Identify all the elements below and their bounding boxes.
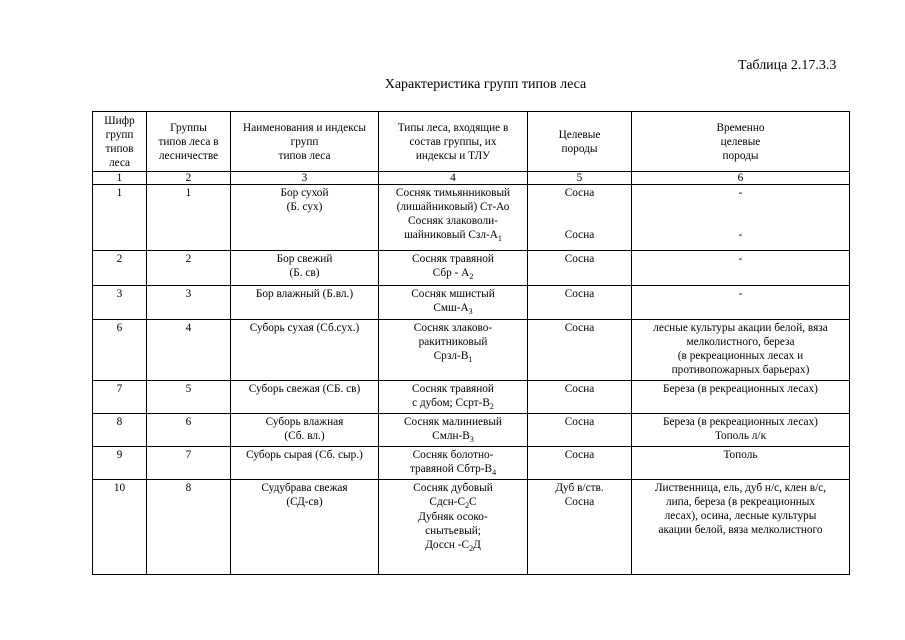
cell-temp: Тополь: [632, 447, 850, 480]
cell-target: Сосна: [528, 286, 632, 320]
cell-group: 4: [147, 320, 231, 381]
cell-target: Сосна: [528, 251, 632, 286]
cell-target: Дуб в/ств. Сосна: [528, 480, 632, 575]
cell-types: Сосняк малиниевый Смлн-$В_3$: [379, 414, 528, 447]
table-row: [93, 320, 850, 381]
column-header-target: Целевые породы: [528, 112, 632, 172]
cell-code: 8: [93, 414, 147, 447]
cell-name: Суборь сухая (Сб.сух.): [231, 320, 379, 381]
cell-name: Бор свежий (Б. св): [231, 251, 379, 286]
column-number-row: [93, 172, 850, 185]
table-row: [93, 480, 850, 575]
column-header-temp: Временно целевые породы: [632, 112, 850, 172]
cell-code: 3: [93, 286, 147, 320]
cell-target: Сосна: [528, 320, 632, 381]
cell-types: Сосняк травяной с дубом; Ссрт-$В_2$: [379, 381, 528, 414]
forest-groups-table: [92, 111, 850, 575]
cell-types: Сосняк тимьянниковый (лишайниковый) Ст-Ао Сосняк злаковоли- шайниковый Сзл-$А_1$: [379, 185, 528, 251]
cell-group: 3: [147, 286, 231, 320]
cell-temp: Береза (в рекреационных лесах): [632, 381, 850, 414]
column-number: 6: [632, 172, 850, 185]
cell-types: Сосняк злаково- ракитниковый Срзл-$В_1$: [379, 320, 528, 381]
cell-target: Сосна: [528, 447, 632, 480]
cell-code: 2: [93, 251, 147, 286]
table-row: [93, 251, 850, 286]
table-caption: Таблица 2.17.3.3: [738, 58, 837, 73]
cell-name: Бор влажный (Б.вл.): [231, 286, 379, 320]
cell-code: 6: [93, 320, 147, 381]
cell-temp: Лиственница, ель, дуб н/с, клен в/с, липа, береза (в рекреационных лесах), осина, лесные культуры акации белой, вяза мелколистного: [632, 480, 850, 575]
cell-types: Сосняк травяной Сбр - $А_2$: [379, 251, 528, 286]
column-number: 2: [147, 172, 231, 185]
cell-code: 9: [93, 447, 147, 480]
cell-target: Сосна Сосна: [528, 185, 632, 251]
cell-group: 2: [147, 251, 231, 286]
table-row: [93, 414, 850, 447]
cell-group: 6: [147, 414, 231, 447]
header-row: [93, 112, 850, 172]
column-header-code: Шифр групп типов леса: [93, 112, 147, 172]
column-header-name: Наименования и индексы групп типов леса: [231, 112, 379, 172]
cell-types: Сосняк мшистый Смш-$А_3$: [379, 286, 528, 320]
cell-name: Суборь сырая (Сб. сыр.): [231, 447, 379, 480]
column-number: 5: [528, 172, 632, 185]
cell-temp: -: [632, 251, 850, 286]
cell-group: 7: [147, 447, 231, 480]
cell-name: Судубрава свежая (СД-св): [231, 480, 379, 575]
cell-code: 1: [93, 185, 147, 251]
table-row: [93, 381, 850, 414]
cell-name: Бор сухой (Б. сух): [231, 185, 379, 251]
column-header-types: Типы леса, входящие в состав группы, их индексы и ТЛУ: [379, 112, 528, 172]
cell-group: 8: [147, 480, 231, 575]
column-header-group: Группы типов леса в лесничестве: [147, 112, 231, 172]
cell-target: Сосна: [528, 414, 632, 447]
table-title: Характеристика групп типов леса: [384, 77, 587, 92]
table-row: [93, 185, 850, 251]
cell-target: Сосна: [528, 381, 632, 414]
cell-group: 5: [147, 381, 231, 414]
cell-types: Сосняк дубовый Сдсн-$С_2С$ Дубняк осоко- снытьевый; Доссн $-С_2Д$: [379, 480, 528, 575]
cell-temp: -: [632, 286, 850, 320]
cell-temp: лесные культуры акации белой, вяза мелколистного, береза (в рекреационных лесах и противопожарных барьерах): [632, 320, 850, 381]
cell-name: Суборь свежая (СБ. св): [231, 381, 379, 414]
cell-code: 7: [93, 381, 147, 414]
cell-name: Суборь влажная (Сб. вл.): [231, 414, 379, 447]
cell-code: 10: [93, 480, 147, 575]
cell-group: 1: [147, 185, 231, 251]
column-number: 4: [379, 172, 528, 185]
column-number: 3: [231, 172, 379, 185]
table-row: [93, 286, 850, 320]
cell-temp: Береза (в рекреационных лесах) Тополь л/к: [632, 414, 850, 447]
cell-types: Сосняк болотно- травяной Сбтр-$В_4$: [379, 447, 528, 480]
column-number: 1: [93, 172, 147, 185]
table-row: [93, 447, 850, 480]
cell-temp: - -: [632, 185, 850, 251]
